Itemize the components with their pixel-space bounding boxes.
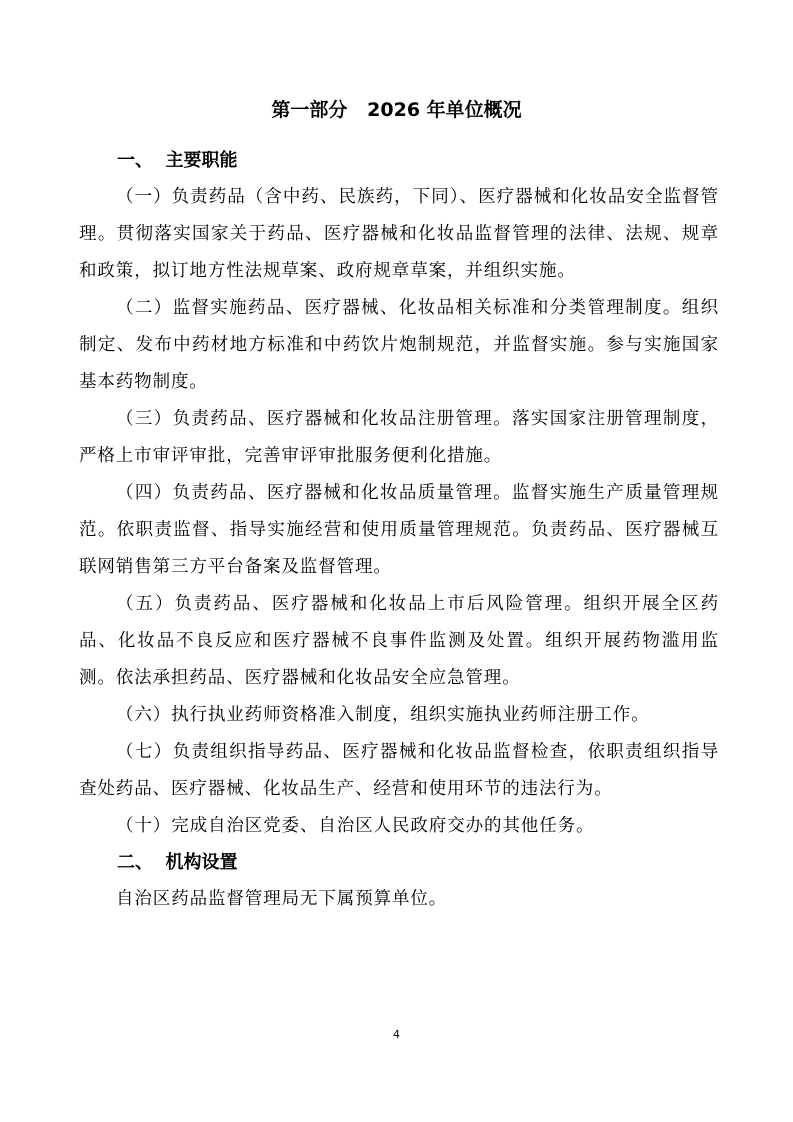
section-main-functions xyxy=(79,143,719,845)
paragraph: （三）负责药品、医疗器械和化妆品注册管理。落实国家注册管理制度，严格上市审评审批，完善审评审批服务便利化措施。 xyxy=(79,409,719,466)
page-title: 第一部分 2026 年单位概况 xyxy=(271,99,522,121)
paragraph: （一）负责药品（含中药、民族药，下同）、医疗器械和化妆品安全监督管理。贯彻落实国家关于药品、医疗器械和化妆品监督管理的法律、法规、规章和政策，拟订地方性法规草案、政府规章草案，并组织实施。 xyxy=(79,187,719,281)
section-organization xyxy=(79,845,719,918)
paragraph: （五）负责药品、医疗器械和化妆品上市后风险管理。组织开展全区药品、化妆品不良反应和医疗器械不良事件监测及处置。组织开展药物滥用监测。依法承担药品、医疗器械和化妆品安全应急管理。 xyxy=(79,594,719,688)
paragraph: （四）负责药品、医疗器械和化妆品质量管理。监督实施生产质量管理规范。依职责监督、指导实施经营和使用质量管理规范。负责药品、医疗器械互联网销售第三方平台备案及监督管理。 xyxy=(79,483,719,577)
paragraph: （六）执行执业药师资格准入制度，组织实施执业药师注册工作。 xyxy=(116,705,650,725)
paragraph: （二）监督实施药品、医疗器械、化妆品相关标准和分类管理制度。组织制定、发布中药材地方标准和中药饮片炮制规范，并监督实施。参与实施国家基本药物制度。 xyxy=(79,298,719,392)
document-body xyxy=(79,143,719,918)
paragraph: （十）完成自治区党委、自治区人民政府交办的其他任务。 xyxy=(116,816,595,836)
page-number: 4 xyxy=(393,1028,400,1041)
section-heading: 一、 主要职能 xyxy=(117,150,238,171)
paragraph: 自治区药品监督管理局无下属预算单位。 xyxy=(116,889,448,909)
section-heading: 二、 机构设置 xyxy=(117,852,238,873)
paragraph: （七）负责组织指导药品、医疗器械和化妆品监督检查，依职责组织指导查处药品、医疗器械、化妆品生产、经营和使用环节的违法行为。 xyxy=(79,742,719,799)
